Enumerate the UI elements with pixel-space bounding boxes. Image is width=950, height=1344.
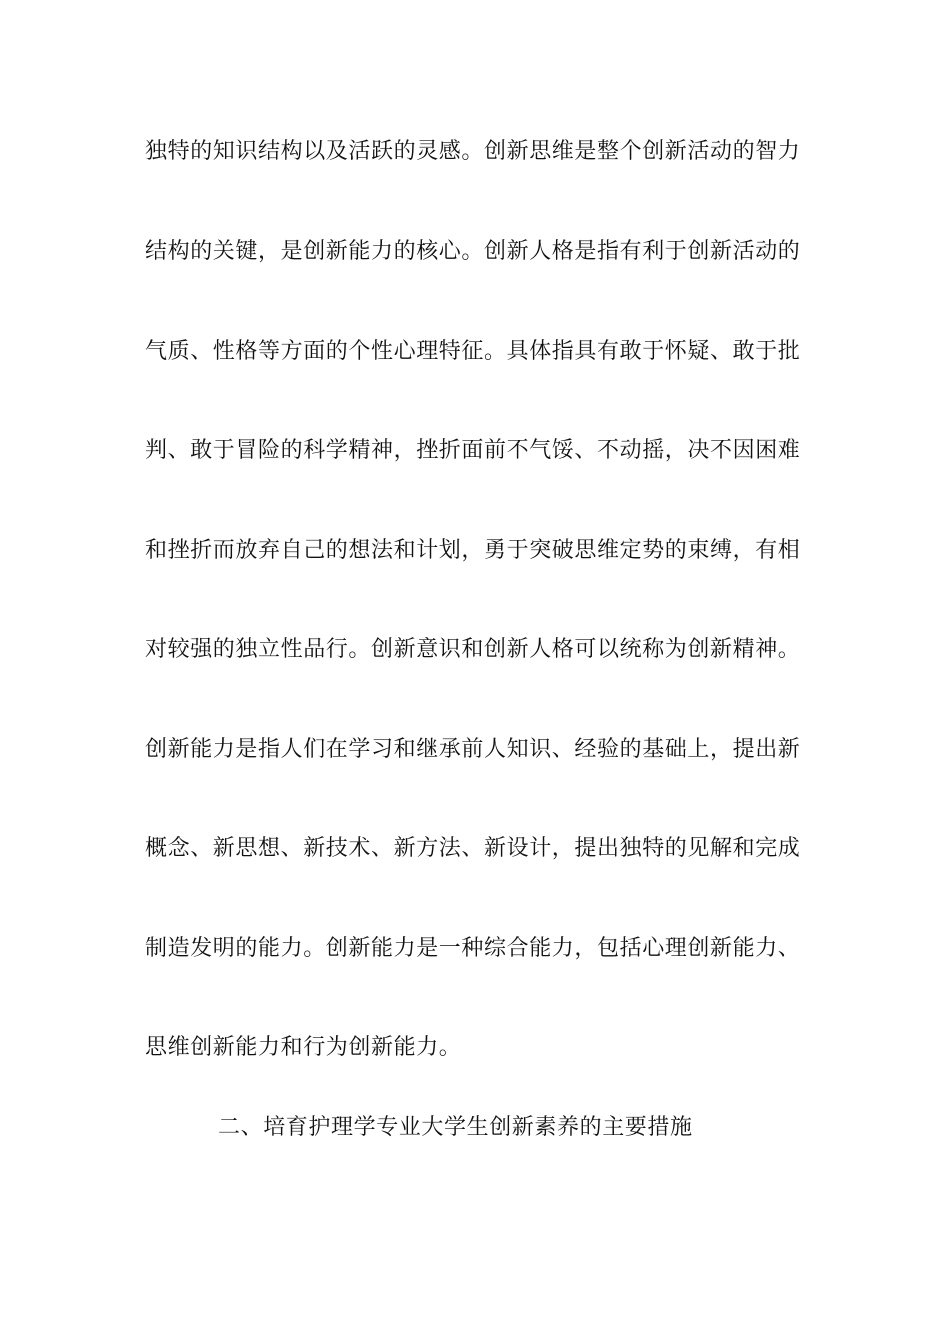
body-text-line: 气质、性格等方面的个性心理特征。具体指具有敢于怀疑、敢于批: [145, 339, 801, 364]
body-text-line: 判、敢于冒险的科学精神，挫折面前不气馁、不动摇，决不因困难: [145, 438, 801, 463]
body-text-line: 概念、新思想、新技术、新方法、新设计，提出独特的见解和完成: [145, 836, 801, 861]
section-heading: 二、培育护理学专业大学生创新素养的主要措施: [218, 1115, 693, 1140]
body-text-line: 对较强的独立性品行。创新意识和创新人格可以统称为创新精神。: [145, 637, 801, 662]
body-text-line: 和挫折而放弃自己的想法和计划，勇于突破思维定势的束缚，有相: [145, 538, 801, 563]
body-text-line: 结构的关键，是创新能力的核心。创新人格是指有利于创新活动的: [145, 239, 801, 264]
body-text-line: 制造发明的能力。创新能力是一种综合能力，包括心理创新能力、: [145, 936, 801, 961]
body-text-line: 思维创新能力和行为创新能力。: [145, 1035, 462, 1060]
body-text-line: 创新能力是指人们在学习和继承前人知识、经验的基础上，提出新: [145, 737, 801, 762]
body-text-line: 独特的知识结构以及活跃的灵感。创新思维是整个创新活动的智力: [145, 139, 801, 164]
